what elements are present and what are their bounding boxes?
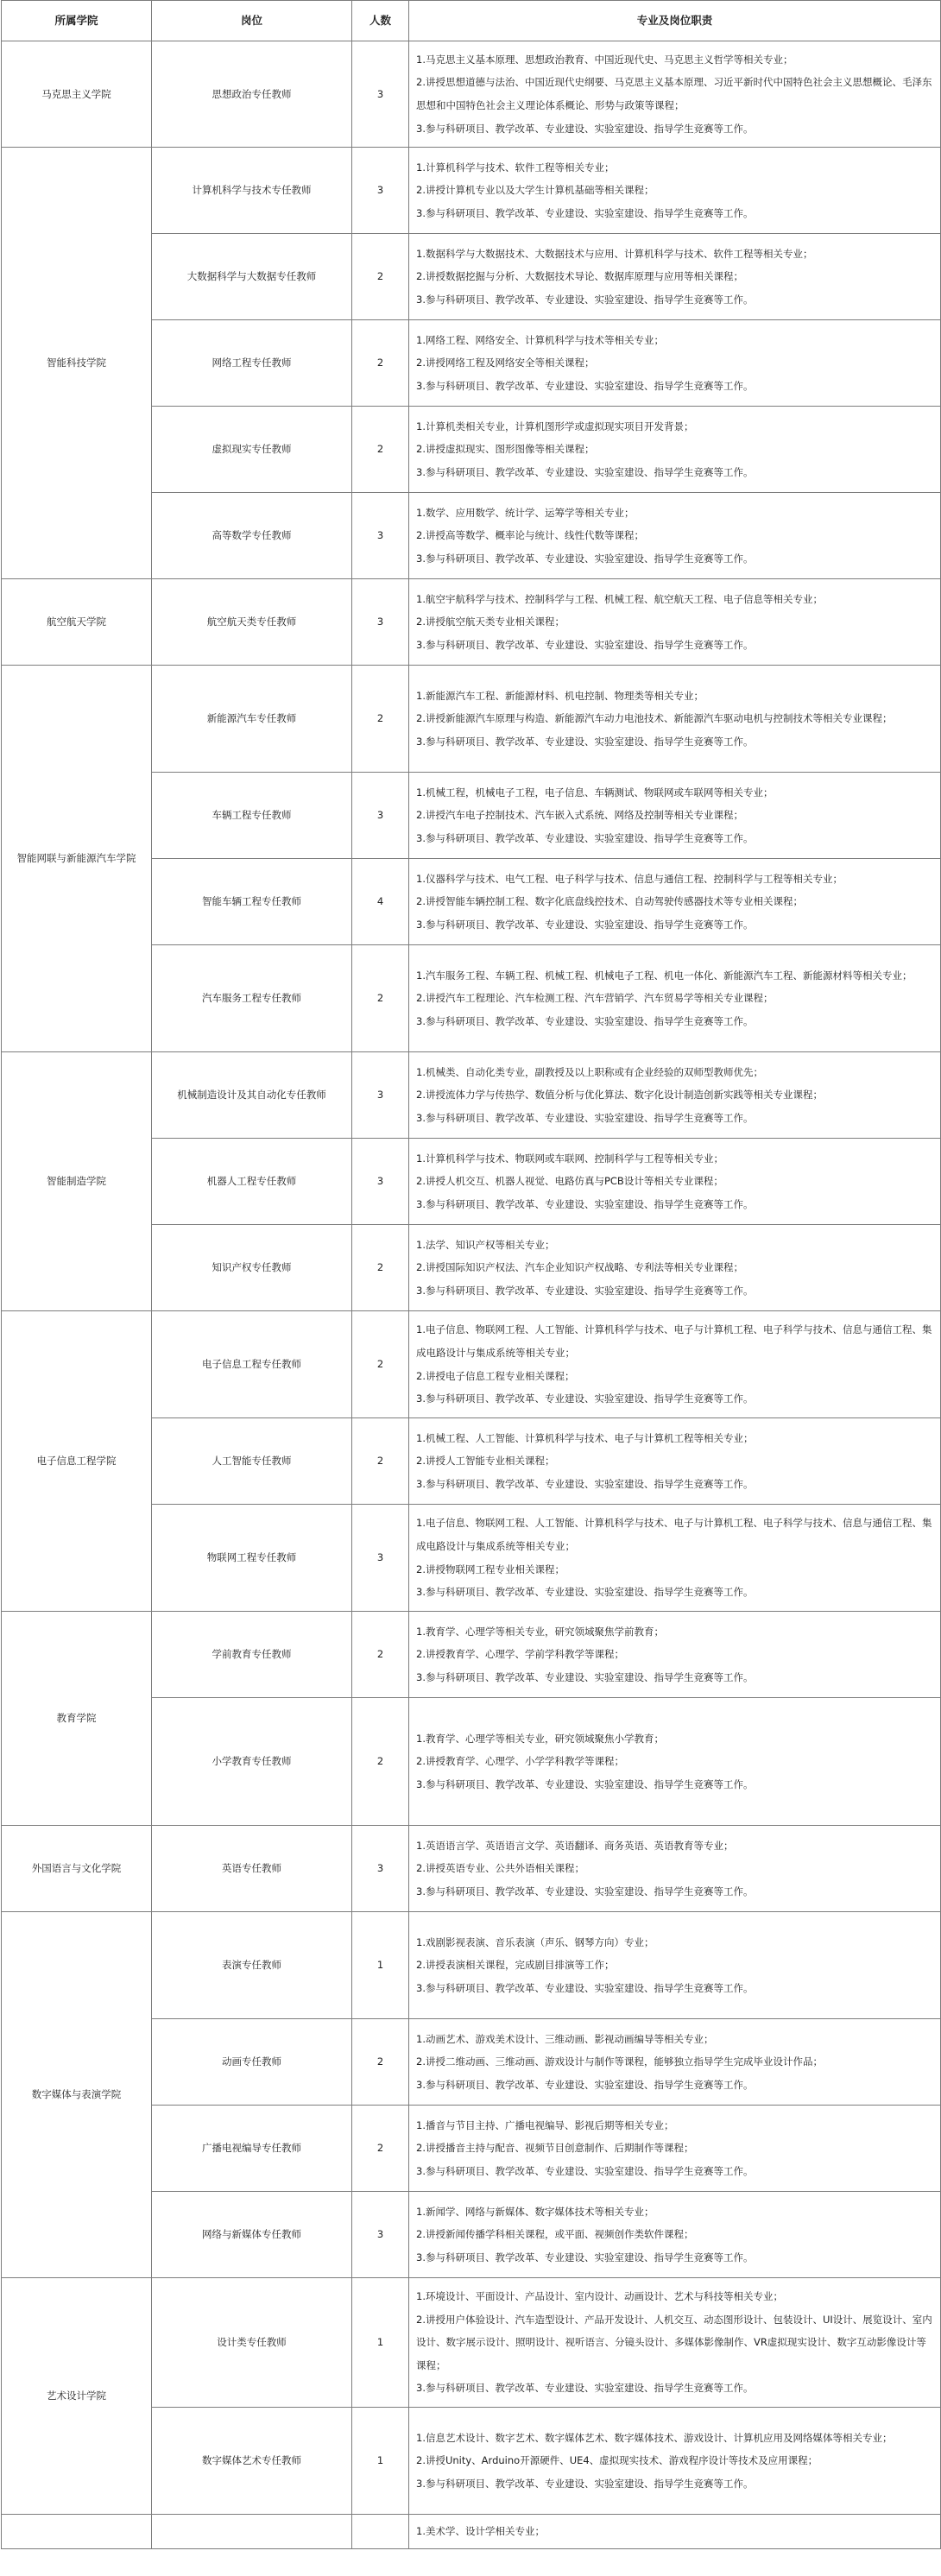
duty-line: 2.讲授汽车电子控制技术、汽车嵌入式系统、网络及控制等相关专业课程； xyxy=(416,809,743,822)
duty-line: 2.讲授播音主持与配音、视频节目创意制作、后期制作等课程； xyxy=(416,2142,694,2155)
duty-line: 3.参与科研项目、教学改革、专业建设、实验室建设、指导学生竞赛等工作。 xyxy=(416,918,754,931)
duty-line: 1.戏剧影视表演、音乐表演（声乐、钢琴方向）专业； xyxy=(416,1935,654,1948)
header-count: 人数 xyxy=(352,1,409,41)
duty-line: 2.讲授高等数学、概率论与统计、线性代数等课程； xyxy=(416,529,644,542)
post-cell: 机器人工程专任教师 xyxy=(152,1139,352,1225)
duty-line: 3.参与科研项目、教学改革、专业建设、实验室建设、指导学生竞赛等工作。 xyxy=(416,2078,754,2091)
table-row xyxy=(2,1826,941,1912)
duty-line: 2.讲授数据挖掘与分析、大数据技术导论、数据库原理与应用等相关课程； xyxy=(416,270,743,283)
duty-cell xyxy=(409,148,941,234)
count-cell: 2 xyxy=(352,945,409,1052)
duty-line: 2.讲授计算机专业以及大学生计算机基础等相关课程； xyxy=(416,184,654,197)
duty-line: 2.讲授教育学、心理学、小学学科教学等课程； xyxy=(416,1755,624,1768)
duty-line: 2.讲授表演相关课程，完成剧目排演等工作； xyxy=(416,1959,615,1972)
duty-line: 1.信息艺术设计、数字艺术、数字媒体艺术、数字媒体技术、游戏设计、计算机应用及网络媒体等相关专业； xyxy=(416,2431,893,2444)
recruitment-table xyxy=(1,0,941,2549)
duty-cell xyxy=(409,1139,941,1225)
post-cell: 数字媒体艺术专任教师 xyxy=(152,2408,352,2515)
duty-line: 3.参与科研项目、教学改革、专业建设、实验室建设、指导学生竞赛等工作。 xyxy=(416,293,754,306)
post-cell: 网络工程专任教师 xyxy=(152,320,352,407)
duty-line: 3.参与科研项目、教学改革、专业建设、实验室建设、指导学生竞赛等工作。 xyxy=(416,379,754,392)
duty-line: 1.动画艺术、游戏美术设计、三维动画、影视动画编导等相关专业； xyxy=(416,2032,714,2045)
count-cell: 3 xyxy=(352,773,409,859)
duty-line: 1.法学、知识产权等相关专业； xyxy=(416,1238,555,1251)
duty-line: 3.参与科研项目、教学改革、专业建设、实验室建设、指导学生竞赛等工作。 xyxy=(416,1392,754,1405)
duty-cell xyxy=(409,493,941,579)
duty-line: 3.参与科研项目、教学改革、专业建设、实验室建设、指导学生竞赛等工作。 xyxy=(416,638,754,651)
duty-line: 2.讲授国际知识产权法、汽车企业知识产权战略、专利法等相关专业课程； xyxy=(416,1261,743,1274)
duty-cell xyxy=(409,1225,941,1311)
college-cell: 马克思主义学院 xyxy=(2,41,152,148)
duty-line: 1.计算机类相关专业，计算机图形学或虚拟现实项目开发背景； xyxy=(416,420,694,432)
college-cell: 智能科技学院 xyxy=(2,148,152,579)
duty-cell xyxy=(409,666,941,773)
duty-line: 3.参与科研项目、教学改革、专业建设、实验室建设、指导学生竞赛等工作。 xyxy=(416,552,754,565)
duty-line: 3.参与科研项目、教学改革、专业建设、实验室建设、指导学生竞赛等工作。 xyxy=(416,1284,754,1297)
post-cell: 物联网工程专任教师 xyxy=(152,1505,352,1612)
duty-line: 3.参与科研项目、教学改革、专业建设、实验室建设、指导学生竞赛等工作。 xyxy=(416,1014,754,1027)
duty-line: 2.讲授人工智能专业相关课程； xyxy=(416,1455,555,1468)
duty-line: 3.参与科研项目、教学改革、专业建设、实验室建设、指导学生竞赛等工作。 xyxy=(416,2164,754,2177)
duty-line: 1.教育学、心理学等相关专业，研究领域聚焦小学教育； xyxy=(416,1732,664,1745)
duty-cell xyxy=(409,2515,941,2549)
table-row xyxy=(2,1912,941,2019)
count-cell: 1 xyxy=(352,1912,409,2019)
duty-line: 1.网络工程、网络安全、计算机科学与技术等相关专业； xyxy=(416,333,664,346)
duty-line: 2.讲授智能车辆控制工程、数字化底盘线控技术、自动驾驶传感器技术等专业相关课程； xyxy=(416,895,803,908)
duty-line: 2.讲授汽车工程理论、汽车检测工程、汽车营销学、汽车贸易学等相关专业课程； xyxy=(416,992,774,1005)
duty-cell xyxy=(409,2192,941,2278)
duty-cell xyxy=(409,1418,941,1505)
post-cell: 车辆工程专任教师 xyxy=(152,773,352,859)
duty-line: 1.计算机科学与技术、物联网或车联网、控制科学与工程等相关专业； xyxy=(416,1152,723,1165)
duty-line: 2.讲授二维动画、三维动画、游戏设计与制作等课程，能够独立指导学生完成毕业设计作品； xyxy=(416,2055,823,2068)
post-cell: 网络与新媒体专任教师 xyxy=(152,2192,352,2278)
duty-line: 1.汽车服务工程、车辆工程、机械工程、机械电子工程、机电一体化、新能源汽车工程、新能源材料等相关专业； xyxy=(416,969,913,982)
duty-line: 1.环境设计、平面设计、产品设计、室内设计、动画设计、艺术与科技等相关专业； xyxy=(416,2290,783,2303)
college-cell: 数字媒体与表演学院 xyxy=(2,1912,152,2278)
post-cell: 英语专任教师 xyxy=(152,1826,352,1912)
duty-line: 2.讲授Unity、Arduino开源硬件、UE4、虚拟现实技术、游戏程序设计等技术及应用课程； xyxy=(416,2454,818,2467)
duty-line: 2.讲授流体力学与传热学、数值分析与优化算法、数字化设计制造创新实践等相关专业课程； xyxy=(416,1089,823,1102)
college-cell: 教育学院 xyxy=(2,1612,152,1826)
duty-line: 2.讲授网络工程及网络安全等相关课程； xyxy=(416,357,595,369)
post-cell xyxy=(152,2515,352,2549)
duty-cell xyxy=(409,41,941,148)
count-cell: 3 xyxy=(352,148,409,234)
post-cell: 设计类专任教师 xyxy=(152,2278,352,2408)
college-cell: 航空航天学院 xyxy=(2,579,152,666)
duty-cell xyxy=(409,1052,941,1139)
duty-cell xyxy=(409,1698,941,1826)
duty-line: 3.参与科研项目、教学改革、专业建设、实验室建设、指导学生竞赛等工作。 xyxy=(416,735,754,748)
duty-line: 3.参与科研项目、教学改革、专业建设、实验室建设、指导学生竞赛等工作。 xyxy=(416,831,754,844)
table-row xyxy=(2,666,941,773)
duty-cell xyxy=(409,2106,941,2192)
count-cell: 3 xyxy=(352,1505,409,1612)
count-cell: 2 xyxy=(352,2106,409,2192)
duty-cell xyxy=(409,2408,941,2515)
header-college: 所属学院 xyxy=(2,1,152,41)
college-cell: 电子信息工程学院 xyxy=(2,1311,152,1612)
duty-line: 1.数学、应用数学、统计学、运筹学等相关专业； xyxy=(416,506,635,519)
table-header-row xyxy=(2,1,941,41)
duty-line: 1.马克思主义基本原理、思想政治教育、中国近现代史、马克思主义哲学等相关专业； xyxy=(416,53,793,66)
count-cell: 4 xyxy=(352,859,409,945)
count-cell: 2 xyxy=(352,320,409,407)
duty-line: 3.参与科研项目、教学改革、专业建设、实验室建设、指导学生竞赛等工作。 xyxy=(416,1777,754,1790)
duty-line: 3.参与科研项目、教学改革、专业建设、实验室建设、指导学生竞赛等工作。 xyxy=(416,1586,754,1599)
duty-cell xyxy=(409,407,941,493)
count-cell xyxy=(352,2515,409,2549)
post-cell: 思想政治专任教师 xyxy=(152,41,352,148)
duty-line: 2.讲授教育学、心理学、学前学科教学等课程； xyxy=(416,1648,624,1661)
duty-line: 2.讲授物联网工程专业相关课程； xyxy=(416,1563,565,1575)
table-row xyxy=(2,1311,941,1418)
duty-line: 3.参与科研项目、教学改革、专业建设、实验室建设、指导学生竞赛等工作。 xyxy=(416,2477,754,2490)
table-row xyxy=(2,2278,941,2408)
duty-line: 2.讲授虚拟现实、图形图像等相关课程； xyxy=(416,443,595,456)
duty-line: 3.参与科研项目、教学改革、专业建设、实验室建设、指导学生竞赛等工作。 xyxy=(416,1477,754,1490)
post-cell: 高等数学专任教师 xyxy=(152,493,352,579)
duty-cell xyxy=(409,2278,941,2408)
post-cell: 学前教育专任教师 xyxy=(152,1612,352,1698)
duty-cell xyxy=(409,2019,941,2106)
count-cell: 2 xyxy=(352,1698,409,1826)
count-cell: 2 xyxy=(352,666,409,773)
duty-cell xyxy=(409,1505,941,1612)
duty-line: 1.电子信息、物联网工程、人工智能、计算机科学与技术、电子与计算机工程、电子科学与技术、信息与通信工程、集成电路设计与集成系统等相关专业； xyxy=(416,1517,932,1552)
duty-line: 1.新能源汽车工程、新能源材料、机电控制、物理类等相关专业； xyxy=(416,689,704,702)
duty-line: 2.讲授用户体验设计、汽车造型设计、产品开发设计、人机交互、动态图形设计、包装设计、UI设计、展览设计、室内设计、数字展示设计、照明设计、视听语言、分镜头设计、多媒体影像制作、VR虚拟现实设计、数字互动影像设计等课程； xyxy=(416,2313,932,2371)
header-duty: 专业及岗位职责 xyxy=(409,1,941,41)
count-cell: 3 xyxy=(352,2192,409,2278)
duty-cell xyxy=(409,1826,941,1912)
college-cell: 智能网联与新能源汽车学院 xyxy=(2,666,152,1052)
duty-line: 1.机械工程、人工智能、计算机科学与技术、电子与计算机工程等相关专业； xyxy=(416,1431,754,1444)
count-cell: 1 xyxy=(352,2278,409,2408)
duty-cell xyxy=(409,1311,941,1418)
duty-line: 3.参与科研项目、教学改革、专业建设、实验室建设、指导学生竞赛等工作。 xyxy=(416,1111,754,1124)
duty-line: 3.参与科研项目、教学改革、专业建设、实验室建设、指导学生竞赛等工作。 xyxy=(416,206,754,219)
duty-line: 3.参与科研项目、教学改革、专业建设、实验室建设、指导学生竞赛等工作。 xyxy=(416,1197,754,1210)
duty-line: 1.电子信息、物联网工程、人工智能、计算机科学与技术、电子与计算机工程、电子科学与技术、信息与通信工程、集成电路设计与集成系统等相关专业； xyxy=(416,1323,932,1359)
duty-line: 2.讲授思想道德与法治、中国近现代史纲要、马克思主义基本原理、习近平新时代中国特色社会主义思想概论、毛泽东思想和中国特色社会主义理论体系概论、形势与政策等课程； xyxy=(416,76,932,111)
post-cell: 智能车辆工程专任教师 xyxy=(152,859,352,945)
duty-line: 3.参与科研项目、教学改革、专业建设、实验室建设、指导学生竞赛等工作。 xyxy=(416,1981,754,1994)
duty-line: 2.讲授人机交互、机器人视觉、电路仿真与PCB设计等相关专业课程； xyxy=(416,1175,723,1188)
duty-line: 1.机械类、自动化类专业，副教授及以上职称或有企业经验的双师型教师优先； xyxy=(416,1065,763,1078)
duty-cell xyxy=(409,773,941,859)
post-cell: 机械制造设计及其自动化专任教师 xyxy=(152,1052,352,1139)
count-cell: 3 xyxy=(352,493,409,579)
duty-line: 3.参与科研项目、教学改革、专业建设、实验室建设、指导学生竞赛等工作。 xyxy=(416,1670,754,1683)
duty-line: 1.机械工程，机械电子工程，电子信息、车辆测试、物联网或车联网等相关专业； xyxy=(416,786,774,799)
count-cell: 3 xyxy=(352,1826,409,1912)
table-row xyxy=(2,579,941,666)
table-row xyxy=(2,1612,941,1698)
count-cell: 2 xyxy=(352,1225,409,1311)
post-cell: 表演专任教师 xyxy=(152,1912,352,2019)
post-cell: 大数据科学与大数据专任教师 xyxy=(152,234,352,320)
table-row xyxy=(2,2515,941,2549)
count-cell: 3 xyxy=(352,41,409,148)
count-cell: 2 xyxy=(352,234,409,320)
post-cell: 虚拟现实专任教师 xyxy=(152,407,352,493)
duty-line: 1.新闻学、网络与新媒体、数字媒体技术等相关专业； xyxy=(416,2205,654,2218)
post-cell: 航空航天类专任教师 xyxy=(152,579,352,666)
table-row xyxy=(2,148,941,234)
count-cell: 2 xyxy=(352,407,409,493)
duty-line: 1.航空宇航科学与技术、控制科学与工程、机械工程、航空航天工程、电子信息等相关专业； xyxy=(416,592,823,605)
count-cell: 3 xyxy=(352,579,409,666)
duty-line: 1.美术学、设计学相关专业； xyxy=(416,2525,545,2538)
duty-line: 3.参与科研项目、教学改革、专业建设、实验室建设、指导学生竞赛等工作。 xyxy=(416,122,754,135)
count-cell: 2 xyxy=(352,1418,409,1505)
duty-cell xyxy=(409,234,941,320)
duty-line: 1.教育学、心理学等相关专业，研究领域聚焦学前教育； xyxy=(416,1625,664,1638)
post-cell: 广播电视编导专任教师 xyxy=(152,2106,352,2192)
duty-line: 3.参与科研项目、教学改革、专业建设、实验室建设、指导学生竞赛等工作。 xyxy=(416,1885,754,1897)
college-cell xyxy=(2,2515,152,2549)
college-cell: 艺术设计学院 xyxy=(2,2278,152,2515)
post-cell: 知识产权专任教师 xyxy=(152,1225,352,1311)
duty-line: 2.讲授电子信息工程专业相关课程； xyxy=(416,1369,575,1382)
college-cell: 智能制造学院 xyxy=(2,1052,152,1311)
table-row xyxy=(2,1052,941,1139)
table-row xyxy=(2,41,941,148)
post-cell: 电子信息工程专任教师 xyxy=(152,1311,352,1418)
post-cell: 人工智能专任教师 xyxy=(152,1418,352,1505)
duty-line: 3.参与科研项目、教学改革、专业建设、实验室建设、指导学生竞赛等工作。 xyxy=(416,465,754,478)
duty-line: 3.参与科研项目、教学改革、专业建设、实验室建设、指导学生竞赛等工作。 xyxy=(416,2251,754,2263)
college-cell: 外国语言与文化学院 xyxy=(2,1826,152,1912)
duty-line: 1.计算机科学与技术、软件工程等相关专业； xyxy=(416,161,615,174)
duty-line: 1.仪器科学与技术、电气工程、电子科学与技术、信息与通信工程、控制科学与工程等相关专业； xyxy=(416,872,843,885)
duty-line: 1.数据科学与大数据技术、大数据技术与应用、计算机科学与技术、软件工程等相关专业； xyxy=(416,247,813,260)
post-cell: 计算机科学与技术专任教师 xyxy=(152,148,352,234)
header-post: 岗位 xyxy=(152,1,352,41)
duty-cell xyxy=(409,320,941,407)
count-cell: 2 xyxy=(352,1311,409,1418)
duty-line: 2.讲授航空航天类专业相关课程； xyxy=(416,616,565,628)
duty-line: 2.讲授新闻传播学科相关课程，或平面、视频创作类软件课程； xyxy=(416,2228,694,2241)
duty-cell xyxy=(409,579,941,666)
duty-line: 2.讲授英语专业、公共外语相关课程； xyxy=(416,1862,584,1875)
table-body xyxy=(2,41,941,2549)
duty-line: 3.参与科研项目、教学改革、专业建设、实验室建设、指导学生竞赛等工作。 xyxy=(416,2382,754,2395)
count-cell: 2 xyxy=(352,2019,409,2106)
duty-cell xyxy=(409,1612,941,1698)
post-cell: 汽车服务工程专任教师 xyxy=(152,945,352,1052)
duty-cell xyxy=(409,945,941,1052)
post-cell: 动画专任教师 xyxy=(152,2019,352,2106)
duty-line: 1.播音与节目主持、广播电视编导、影视后期等相关专业； xyxy=(416,2118,674,2131)
duty-cell xyxy=(409,1912,941,2019)
post-cell: 新能源汽车专任教师 xyxy=(152,666,352,773)
duty-line: 2.讲授新能源汽车原理与构造、新能源汽车动力电池技术、新能源汽车驱动电机与控制技术等相关专业课程； xyxy=(416,712,893,725)
duty-cell xyxy=(409,859,941,945)
count-cell: 2 xyxy=(352,1612,409,1698)
count-cell: 1 xyxy=(352,2408,409,2515)
post-cell: 小学教育专任教师 xyxy=(152,1698,352,1826)
count-cell: 3 xyxy=(352,1052,409,1139)
duty-line: 1.英语语言学、英语语言文学、英语翻译、商务英语、英语教育等专业； xyxy=(416,1839,734,1852)
count-cell: 3 xyxy=(352,1139,409,1225)
